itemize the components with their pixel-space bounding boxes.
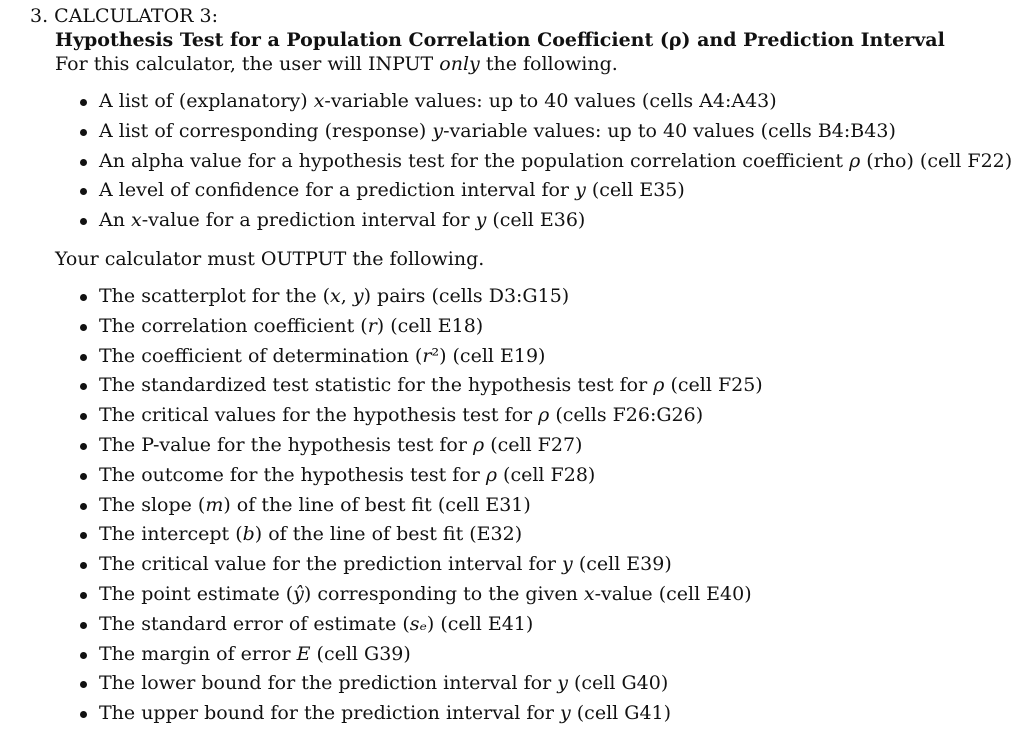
- bullet-dot: [80, 473, 87, 480]
- bullet-dot: [80, 443, 87, 450]
- input-intro-emph: only: [439, 53, 480, 75]
- bullet-dot: [80, 532, 87, 539]
- input-intro-before: For this calculator, the user will INPUT: [55, 53, 440, 75]
- input-intro-after: the following.: [479, 53, 618, 75]
- bullet-dot: [80, 129, 87, 136]
- bullet-dot: [80, 413, 87, 420]
- bullet-dot: [80, 652, 87, 659]
- bullet-dot: [80, 503, 87, 510]
- section-subtitle: Hypothesis Test for a Population Correlation Coefficient (ρ) and Prediction Interval: [55, 29, 945, 51]
- bullet-dot: [80, 218, 87, 225]
- bullet-dot: [80, 99, 87, 106]
- input-intro: [55, 51, 618, 77]
- output-intro: Your calculator must OUTPUT the following.: [55, 248, 485, 270]
- section-heading: 3. CALCULATOR 3:: [30, 5, 218, 27]
- bullet-dot: [80, 622, 87, 629]
- bullet-dot: [80, 562, 87, 569]
- bullet-dot: [80, 294, 87, 301]
- bullet-dot: [80, 681, 87, 688]
- document-page: 3. CALCULATOR 3: Hypothesis Test for a Population Correlation Coefficient (ρ) and Prediction Interval For this calculator, the user will INPUT only the following. A list of (explanatory) x-variable values: up to 40 values (cells A4:A43) A list of corresponding (response) y-variable values: up to 40 values (cells B4:B43) An alpha value for a hypothesis test for the population correlation coefficient ρ (rho) (cell F22) A level of confidence for a prediction interval for y (cell E35) An x-value for a prediction interval for y (cell E36) Your calculator must OUTPUT the following. The scatterplot for the (x, y) pairs (cells D3:G15) The correlation coefficient (r) (cell E18) The coefficient of determination (r²) (cell E19) The standardized test statistic for the hypothesis test for ρ (cell F25) The critical values for the hypothesis test for ρ (cells F26:G26) The P-value for the hypothesis test for ρ (cell F27) The outcome for the hypothesis test for ρ (cell F28) The slope (m) of the line of best fit (cell E31) The intercept (b) of the line of best fit (E32) The critical value for the prediction interval for y (cell E39) The point estimate (ŷ) corresponding to the given x-value (cell E40) The standard error of estimate (sₑ) (cell E41) The margin of error E (cell G39) The lower bound for the prediction interval for y (cell G40) The upper bound for the prediction interval for y (cell G41): [30, 5, 1013, 725]
- bullet-dot: [80, 711, 87, 718]
- bullet-dot: [80, 354, 87, 361]
- bullet-dot: [80, 188, 87, 195]
- bullet-dot: [80, 159, 87, 166]
- bullet-dot: [80, 383, 87, 390]
- bullet-dot: [80, 592, 87, 599]
- bullet-dot: [80, 324, 87, 331]
